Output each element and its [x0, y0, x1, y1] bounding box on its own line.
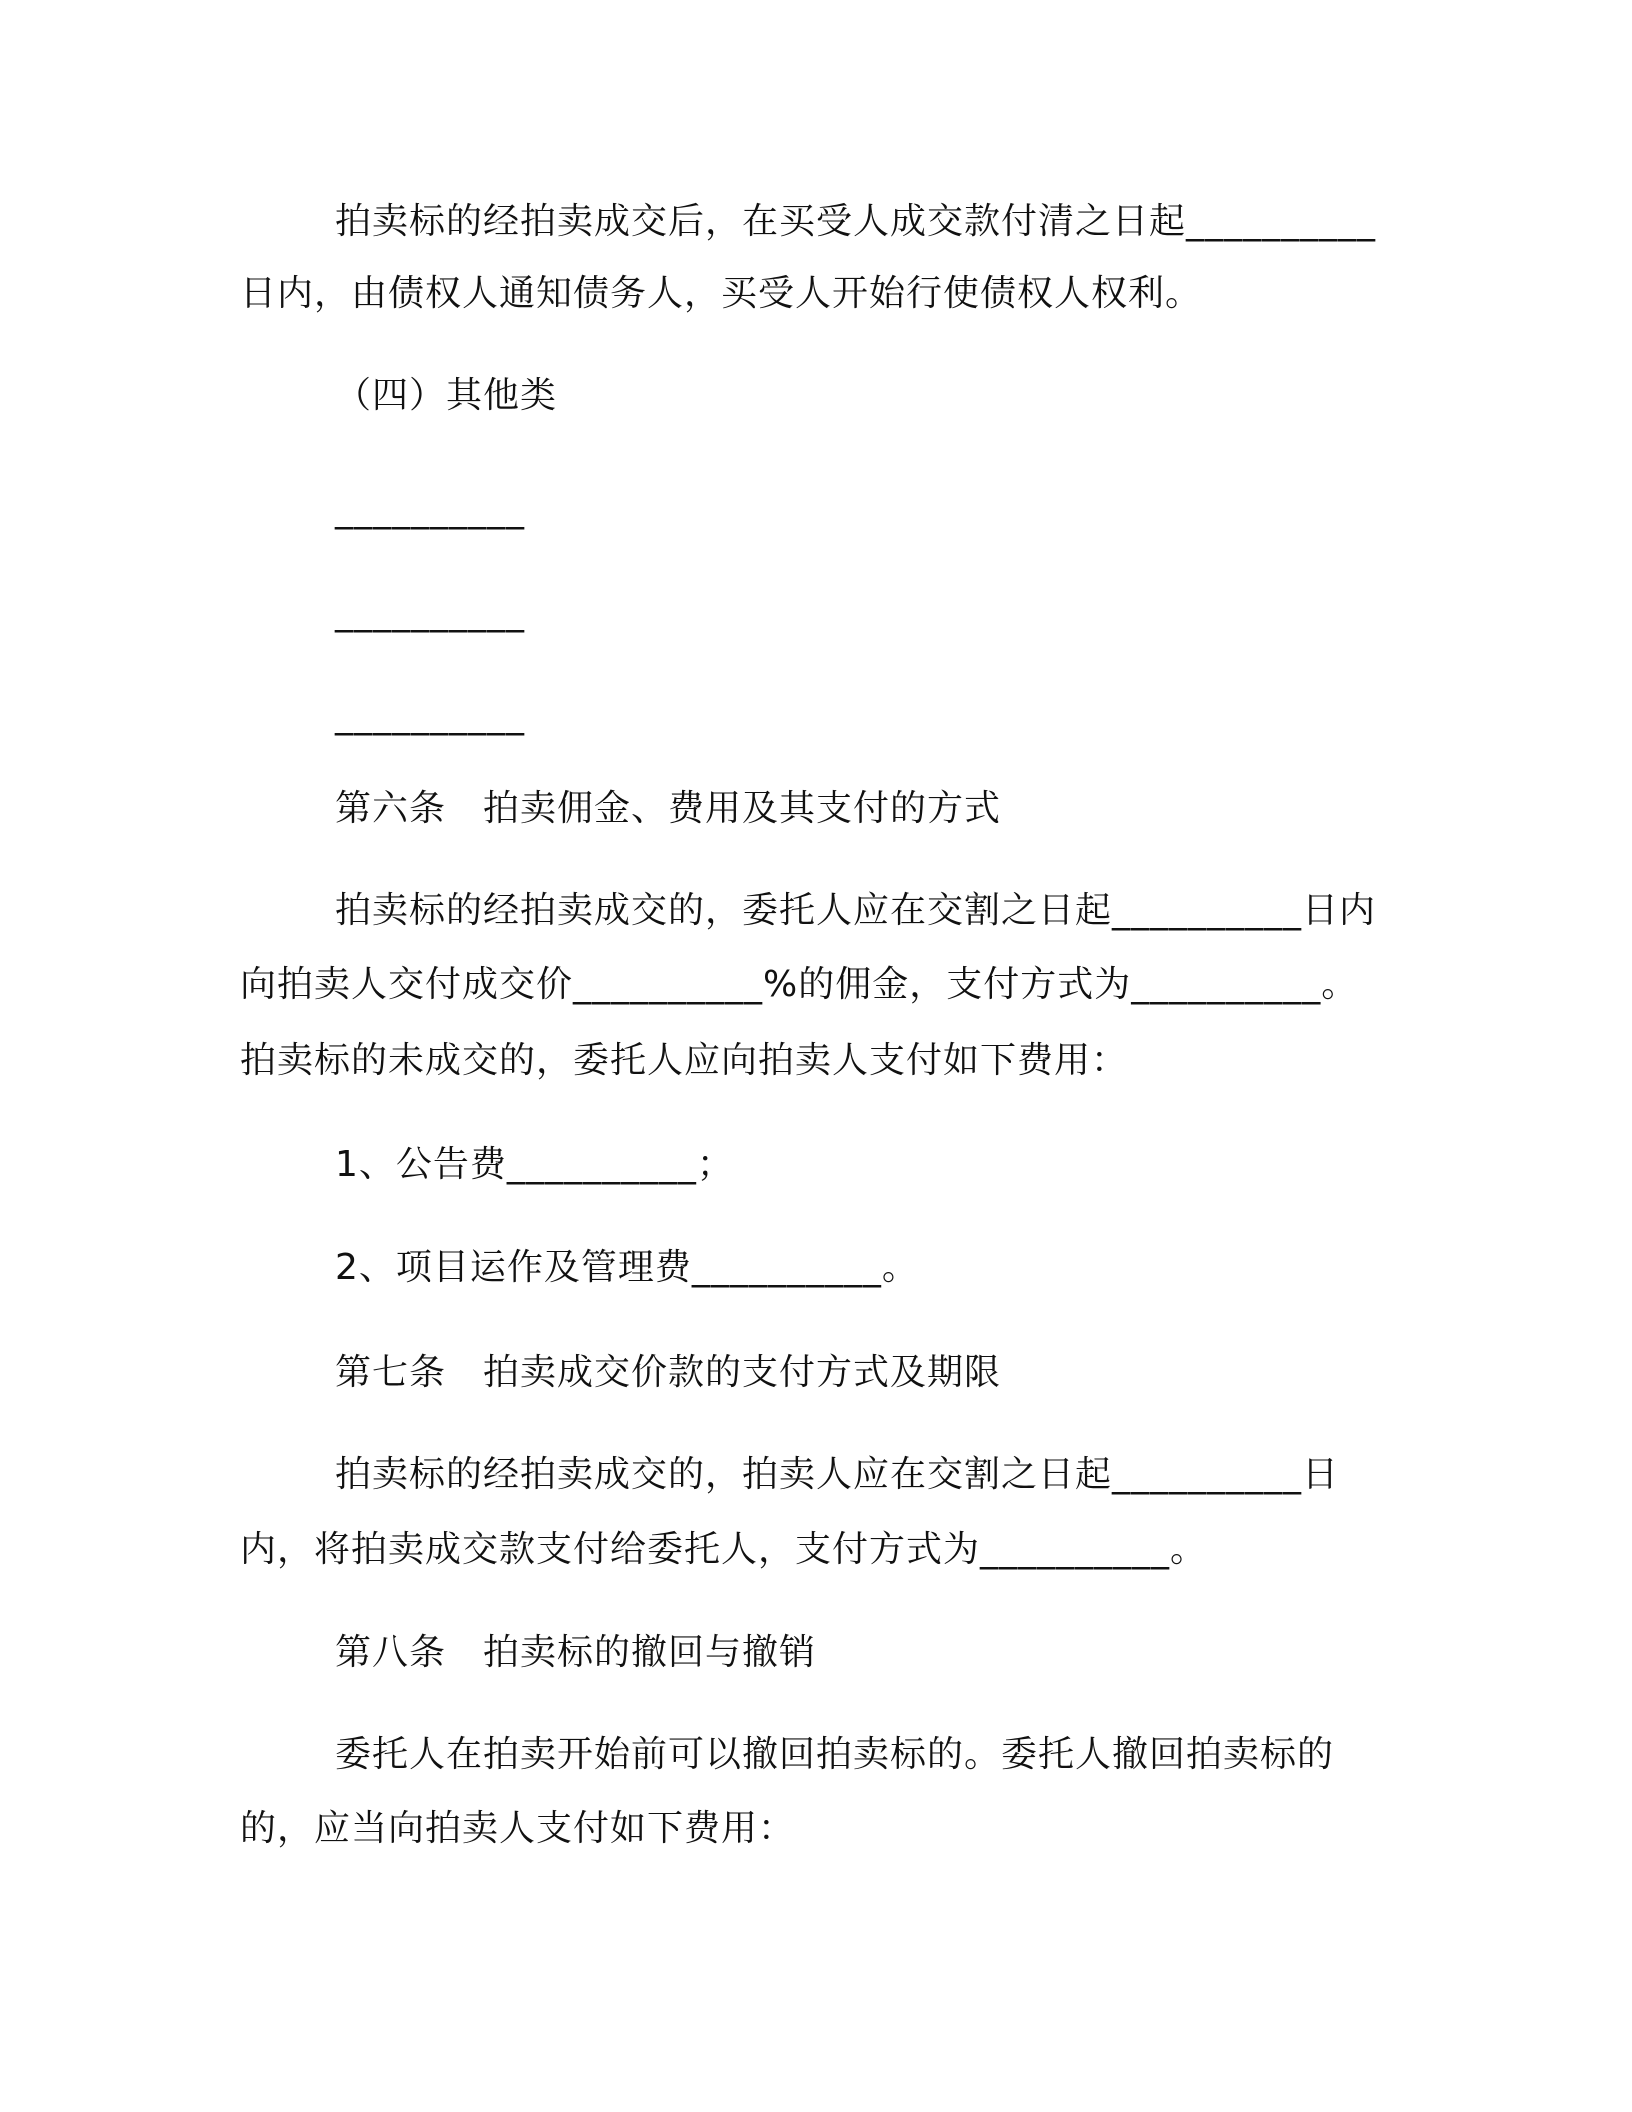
- article-heading: 第六条 拍卖佣金、费用及其支付的方式: [335, 788, 1002, 829]
- text-line: 拍卖标的未成交的，委托人应向拍卖人支付如下费用：: [240, 1040, 1129, 1081]
- text-line: 内，将拍卖成交款支付给委托人，支付方式为__________。: [240, 1529, 1208, 1570]
- article-heading: 第八条 拍卖标的撤回与撤销: [335, 1632, 817, 1673]
- text-line: 拍卖标的经拍卖成交后，在买受人成交款付清之日起__________: [335, 201, 1377, 242]
- blank-line: __________: [335, 592, 525, 633]
- list-item: 1、公告费__________；: [335, 1144, 734, 1185]
- article-heading: 第七条 拍卖成交价款的支付方式及期限: [335, 1352, 1002, 1393]
- text-line: 的，应当向拍卖人支付如下费用：: [240, 1808, 796, 1849]
- text-line: 向拍卖人交付成交价__________%的佣金，支付方式为__________。: [240, 964, 1359, 1005]
- blank-line: __________: [335, 489, 525, 530]
- text-line: 拍卖标的经拍卖成交的，拍卖人应在交割之日起__________日: [335, 1454, 1340, 1495]
- text-line: 拍卖标的经拍卖成交的，委托人应在交割之日起__________日内: [335, 890, 1377, 931]
- text-line: 委托人在拍卖开始前可以撤回拍卖标的。委托人撤回拍卖标的: [335, 1734, 1335, 1775]
- text-line: 日内，由债权人通知债务人，买受人开始行使债权人权利。: [240, 273, 1203, 314]
- list-item: 2、项目运作及管理费__________。: [335, 1247, 919, 1288]
- section-heading: （四）其他类: [335, 375, 558, 416]
- blank-line: __________: [335, 695, 525, 736]
